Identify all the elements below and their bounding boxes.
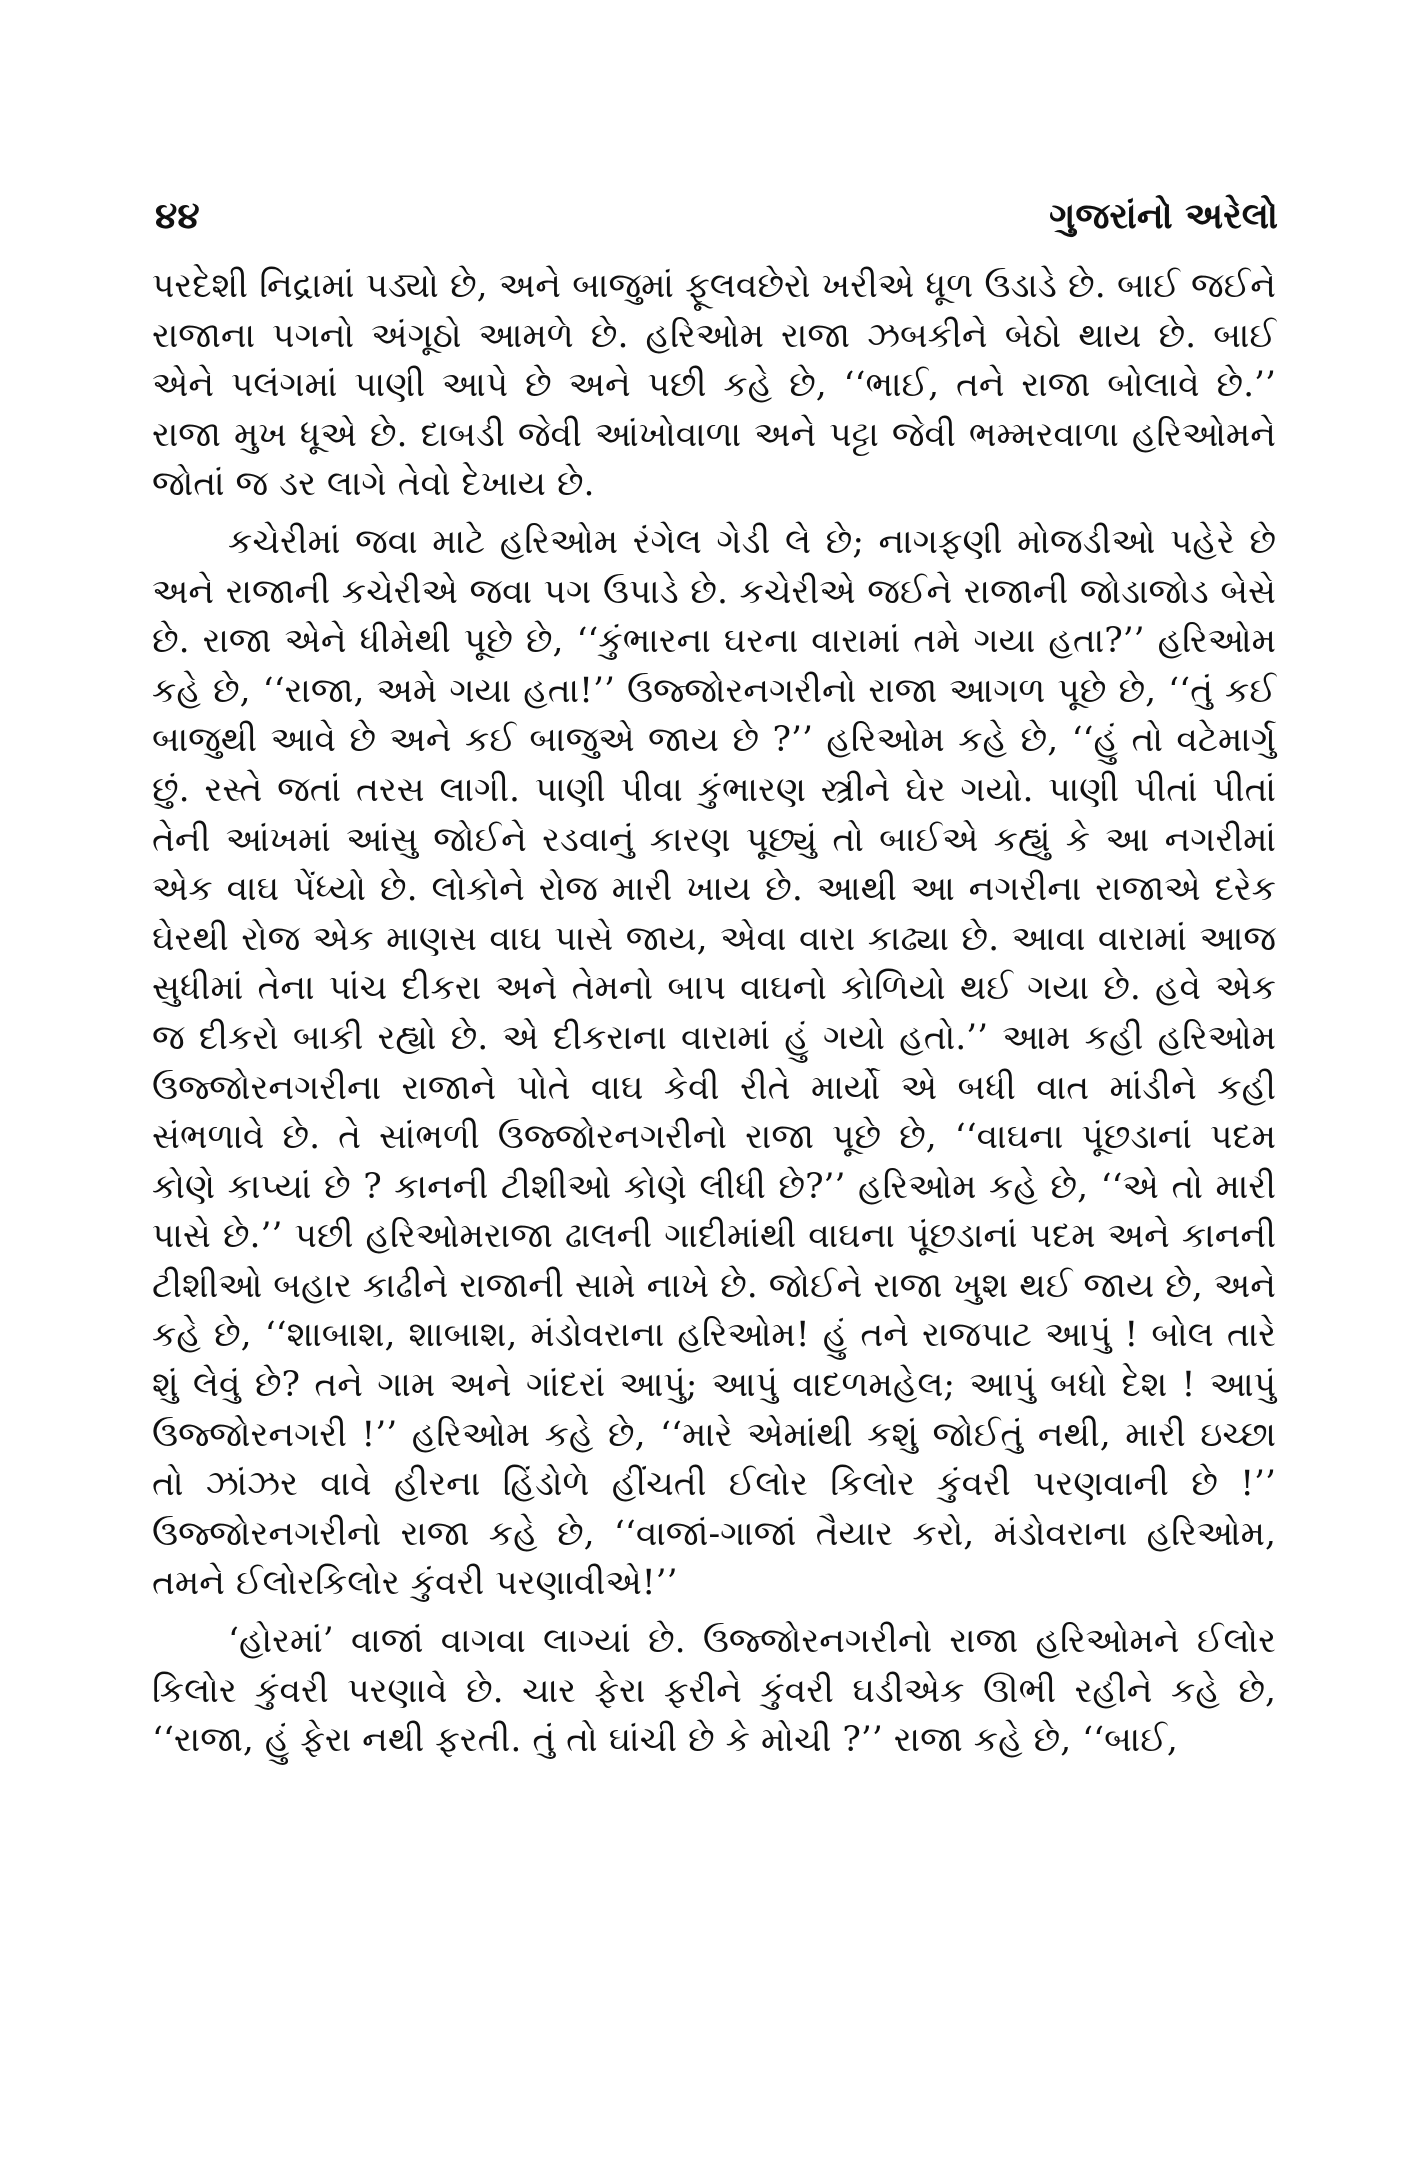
running-title: ગુજરાંનો અરેલો	[1049, 195, 1278, 237]
page-header	[155, 178, 1278, 238]
page-number: ૪૪	[155, 195, 200, 237]
body-text	[152, 262, 1276, 1774]
paragraph-1: પરદેશી નિદ્રામાં પડ્યો છે, અને બાજુમાં ફૂલવછેરો ખરીએ ધૂળ ઉડાડે છે. બાઈ જઈને રાજાના પગનો અંગૂઠો આમળે છે. હરિઓમ રાજા ઝબકીને બેઠો થાય છે. બાઈ એને પલંગમાં પાણી આપે છે અને પછી કહે છે, ‘‘ભાઈ, તને રાજા બોલાવે છે.’’ રાજા મુખ ધૂએ છે. દાબડી જેવી આંખોવાળા અને પટ્ટા જેવી ભમ્મરવાળા હરિઓમને જોતાં જ ડર લાગે તેવો દેખાય છે.	[152, 266, 1276, 505]
paragraph-3: ‘હોરમાં’ વાજાં વાગવા લાગ્યાં છે. ઉજ્જોરનગરીનો રાજા હરિઓમને ઈલોર કિલોર કુંવરી પરણાવે છે. ચાર ફેરા ફરીને કુંવરી ઘડીએક ઊભી રહીને કહે છે, ‘‘રાજા, હું ફેરા નથી ફરતી. તું તો ઘાંચી છે કે મોચી ?’’ રાજા કહે છે, ‘‘બાઈ,	[152, 1621, 1276, 1761]
paragraph-2: કચેરીમાં જવા માટે હરિઓમ રંગેલ ગેડી લે છે; નાગફણી મોજડીઓ પહેરે છે અને રાજાની કચેરીએ જવા પગ ઉપાડે છે. કચેરીએ જઈને રાજાની જોડાજોડ બેસે છે. રાજા એને ધીમેથી પૂછે છે, ‘‘કુંભારના ઘરના વારામાં તમે ગયા હતા?’’ હરિઓમ કહે છે, ‘‘રાજા, અમે ગયા હતા!’’ ઉજ્જોરનગરીનો રાજા આગળ પૂછે છે, ‘‘તું કઈ બાજુથી આવે છે અને કઈ બાજુએ જાય છે ?’’ હરિઓમ કહે છે, ‘‘હું તો વટેમાર્ગુ છું. રસ્તે જતાં તરસ લાગી. પાણી પીવા કુંભારણ સ્ત્રીને ઘેર ગયો. પાણી પીતાં પીતાં તેની આંખમાં આંસુ જોઈને રડવાનું કારણ પૂછ્યું તો બાઈએ કહ્યું કે આ નગરીમાં એક વાઘ પેંધ્યો છે. લોકોને રોજ મારી ખાય છે. આથી આ નગરીના રાજાએ દરેક ઘેરથી રોજ એક માણસ વાઘ પાસે જાય, એવા વારા કાઢ્યા છે. આવા વારામાં આજ સુધીમાં તેના પાંચ દીકરા અને તેમનો બાપ વાઘનો કોળિયો થઈ ગયા છે. હવે એક જ દીકરો બાકી રહ્યો છે. એ દીકરાના વારામાં હું ગયો હતો.’’ આમ કહી હરિઓમ ઉજ્જોરનગરીના રાજાને પોતે વાઘ કેવી રીતે માર્યો એ બધી વાત માંડીને કહી સંભળાવે છે. તે સાંભળી ઉજ્જોરનગરીનો રાજા પૂછે છે, ‘‘વાઘના પૂંછડાનાં પદમ કોણે કાપ્યાં છે ? કાનની ટીશીઓ કોણે લીધી છે?’’ હરિઓમ કહે છે, ‘‘એ તો મારી પાસે છે.’’ પછી હરિઓમરાજા ઢાલની ગાદીમાંથી વાઘના પૂંછડાનાં પદમ અને કાનની ટીશીઓ બહાર કાઢીને રાજાની સામે નાખે છે. જોઈને રાજા ખુશ થઈ જાય છે, અને કહે છે, ‘‘શાબાશ, શાબાશ, મંડોવરાના હરિઓમ! હું તને રાજપાટ આપું ! બોલ તારે શું લેવું છે? તને ગામ અને ગાંદરાં આપું; આપું વાદળમહેલ; આપું બધો દેશ ! આપું ઉજ્જોરનગરી !’’ હરિઓમ કહે છે, ‘‘મારે એમાંથી કશું જોઈતું નથી, મારી ઇચ્છા તો ઝાંઝર વાવે હીરના હિંડોળે હીંચતી ઈલોર કિલોર કુંવરી પરણવાની છે !’’ ઉજ્જોરનગરીનો રાજા કહે છે, ‘‘વાજાં-ગાજાં તૈયાર કરો, મંડોવરાના હરિઓમ, તમને ઈલોરકિલોર કુંવરી પરણાવીએ!’’	[152, 521, 1276, 1604]
